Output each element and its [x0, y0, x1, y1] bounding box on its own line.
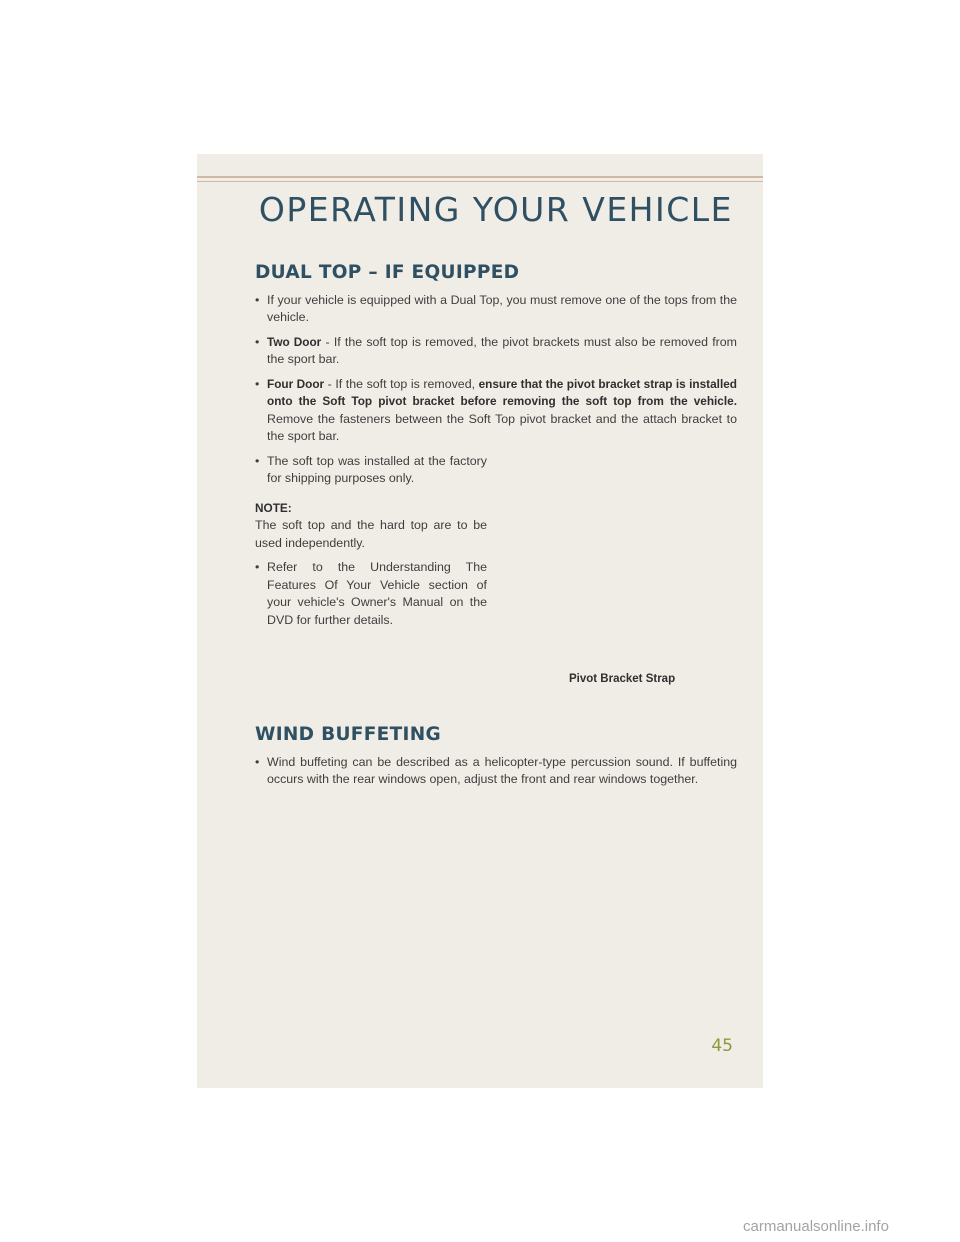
- four-door-text-a: - If the soft top is removed,: [324, 376, 479, 391]
- bullet-icon: •: [255, 754, 260, 769]
- note-text: The soft top and the hard top are to be used independently.: [255, 518, 487, 550]
- page-number: 45: [711, 1036, 733, 1056]
- wind-buffeting-section: [255, 726, 737, 796]
- bullet-dual-top: [255, 292, 737, 327]
- bullet-two-door: [255, 334, 737, 369]
- four-door-text-b: Remove the fasteners between the Soft Top pivot bracket and the attach bracket to the sport bar.: [267, 411, 737, 443]
- note-label: NOTE:: [255, 500, 292, 515]
- two-door-label: Two Door: [267, 334, 322, 349]
- pivot-bracket-image-area: [504, 452, 737, 652]
- four-door-emphasis: ensure that the pivot bracket strap is installed onto the Soft Top pivot bracket before removing the soft top from the vehicle.: [267, 376, 737, 408]
- image-caption: Pivot Bracket Strap: [569, 673, 676, 685]
- bullet-wind-buffeting: [255, 754, 737, 789]
- bullet-icon: •: [255, 453, 260, 468]
- narrow-column: [255, 453, 487, 630]
- four-door-label: Four Door: [267, 376, 325, 391]
- bullet-factory-install: [255, 453, 487, 488]
- bullet-text: The soft top was installed at the factory for shipping purposes only.: [267, 453, 487, 485]
- bullet-icon: •: [255, 334, 260, 349]
- manual-page: [197, 154, 763, 1088]
- header-rule: [197, 176, 763, 178]
- watermark-text: carmanualsonline.info: [743, 1218, 889, 1235]
- bullet-refer-manual: [255, 559, 487, 629]
- dual-top-heading: DUAL TOP – IF EQUIPPED: [255, 262, 520, 283]
- bullet-four-door: [255, 376, 737, 446]
- bullet-text: Wind buffeting can be described as a helicopter-type percussion sound. If buffeting occurs with the rear windows open, adjust the front and rear windows together.: [267, 754, 737, 786]
- bullet-icon: •: [255, 560, 260, 574]
- bullet-text: Refer to the Understanding The Features Of Your Vehicle section of your vehicle's Owner's Manual on the DVD for further details.: [267, 560, 487, 627]
- bullet-icon: •: [255, 376, 260, 391]
- section-title: OPERATING YOUR VEHICLE: [258, 190, 733, 229]
- bullet-icon: •: [255, 292, 260, 307]
- two-door-text: - If the soft top is removed, the pivot brackets must also be removed from the sport bar.: [267, 334, 737, 366]
- wind-buffeting-heading: WIND BUFFETING: [255, 724, 441, 745]
- header-rule-thin: [197, 181, 763, 182]
- bullet-text: If your vehicle is equipped with a Dual Top, you must remove one of the tops from the vehicle.: [267, 292, 737, 324]
